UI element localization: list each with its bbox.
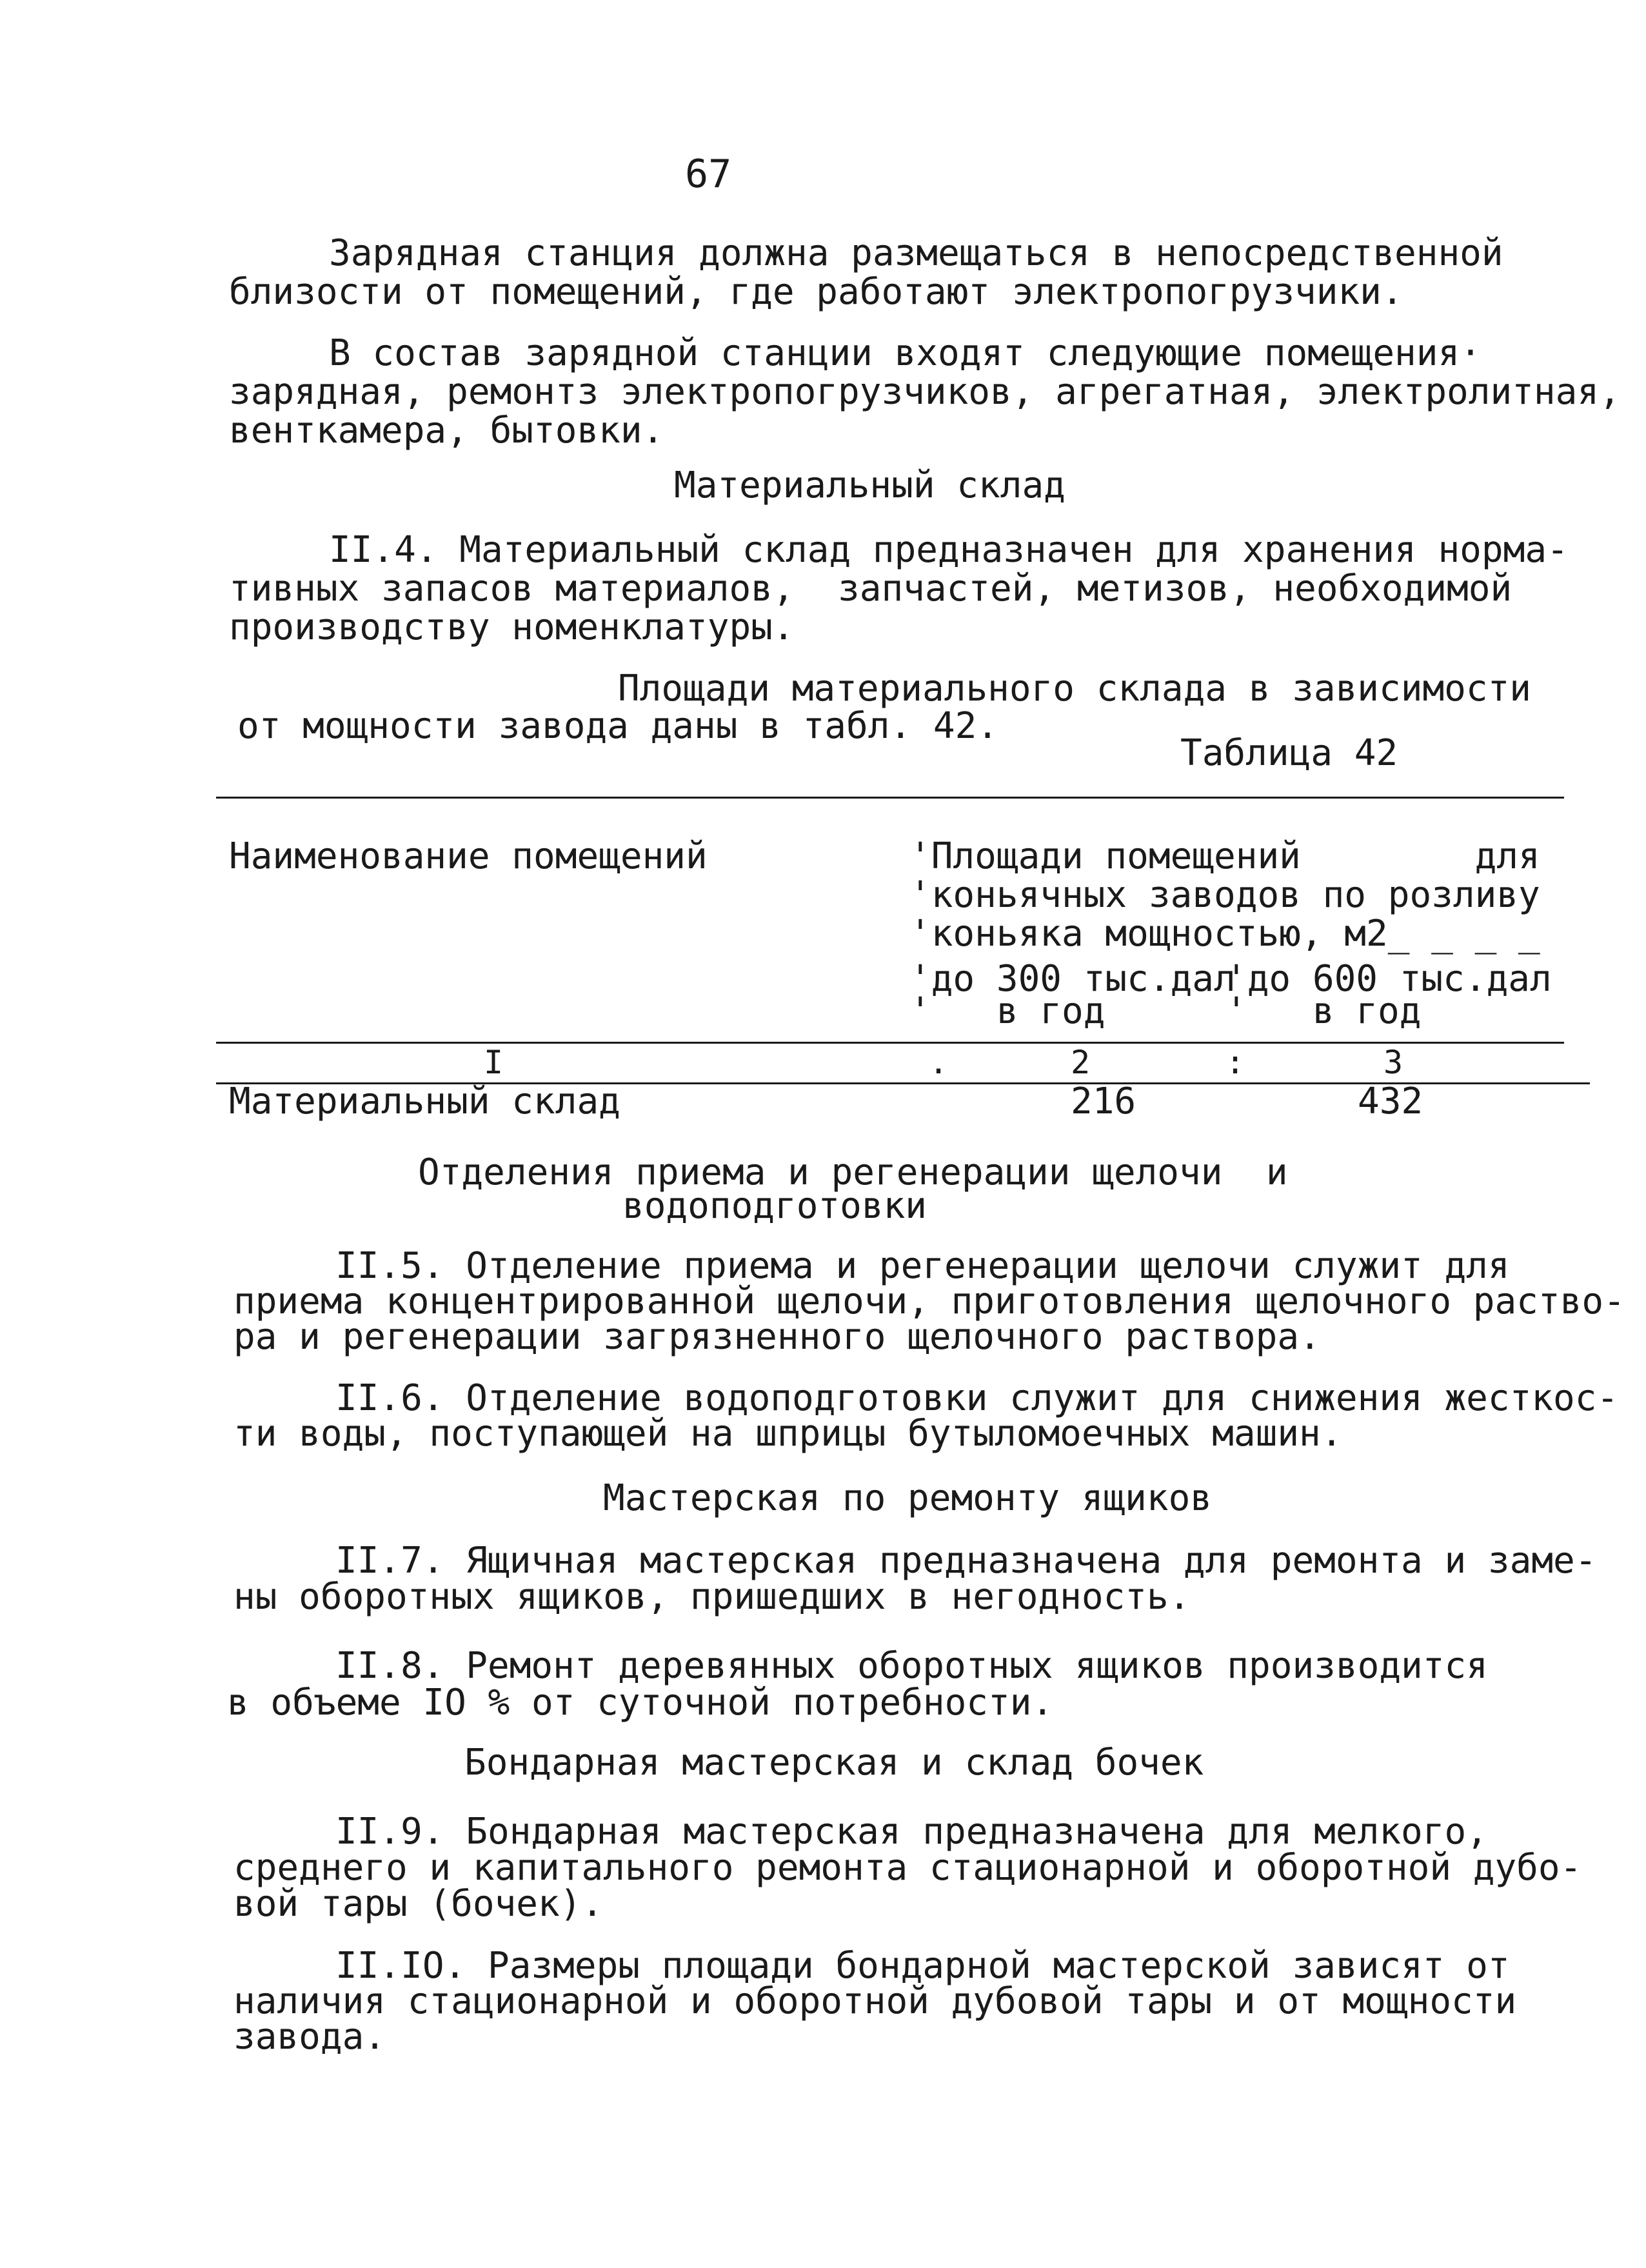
text-line: приема концентрированной щелочи, приготовления щелочного раство- (233, 1280, 1625, 1322)
table-caption: Таблица 42 (1180, 732, 1398, 774)
text-line: от мощности завода даны в табл. 42. (237, 705, 999, 747)
text-line: в объеме IO % от суточной потребности. (227, 1682, 1054, 1724)
table-col1-header: Наименование помещений (229, 835, 708, 877)
table-col-number-2: 2 (1071, 1044, 1091, 1081)
table-group-header-line: 'коньяка мощностью, м2_ _ _ _ (909, 913, 1540, 955)
table-header-rule (216, 1042, 1564, 1044)
text-line: тивных запасов материалов, запчастей, метизов, необходимой (229, 568, 1512, 610)
table-col-separator: : (1225, 1044, 1245, 1081)
table-col-number-3: 3 (1383, 1044, 1403, 1081)
text-line: В состав зарядной станции входят следующие помещения· (329, 332, 1482, 374)
text-line: завода. (233, 2016, 386, 2058)
section-heading-material-warehouse: Материальный склад (674, 464, 1066, 506)
text-line: производству номенклатуры. (229, 606, 795, 648)
table-subheader-col3: ' в год (1225, 990, 1422, 1032)
text-line: ра и регенерации загрязненного щелочного раствора. (233, 1316, 1321, 1358)
text-line: II.6. Отделение водоподготовки служит для снижения жесткос- (335, 1377, 1619, 1419)
table-top-rule (216, 797, 1564, 799)
table-row-value-2: 432 (1358, 1080, 1423, 1122)
text-line: среднего и капитального ремонта стационарной и оборотной дубо- (233, 1847, 1582, 1889)
text-line: II.7. Ящичная мастерская предназначена для ремонта и заме- (335, 1540, 1597, 1582)
section-heading-cooperage: Бондарная мастерская и склад бочек (464, 1742, 1204, 1784)
text-line: II.9. Бондарная мастерская предназначена для мелкого, (335, 1811, 1488, 1853)
table-subheader-col2: ' в год (909, 990, 1106, 1032)
heading-line: водоподготовки (622, 1185, 927, 1227)
table-subheader-col3: 'до 600 тыс.дал (1225, 958, 1552, 1000)
text-line: вой тары (бочек). (233, 1883, 604, 1925)
text-line: Зарядная станция должна размещаться в непосредственной (329, 232, 1503, 274)
text-line: II.IO. Размеры площади бондарной мастерской зависят от (335, 1945, 1510, 1987)
table-row-value-1: 216 (1071, 1080, 1136, 1122)
page-number: 67 (685, 152, 732, 197)
text-line: ти воды, поступающей на шприцы бутыломоечных машин. (233, 1413, 1343, 1455)
text-line: ны оборотных ящиков, пришедших в негодность. (233, 1576, 1191, 1618)
heading-line: Отделения приема и регенерации щелочи и (418, 1151, 1288, 1193)
table-row-name: Материальный склад (229, 1080, 620, 1122)
text-line: близости от помещений, где работают электропогрузчики. (229, 271, 1403, 313)
text-line: II.5. Отделение приема и регенерации щелочи служит для (335, 1245, 1510, 1287)
table-col-separator: . (929, 1044, 949, 1081)
section-heading-box-workshop: Мастерская по ремонту ящиков (603, 1477, 1213, 1519)
text-line: наличия стационарной и оборотной дубовой тары и от мощности (233, 1980, 1517, 2022)
text-line: II.4. Материальный склад предназначен для хранения норма- (329, 529, 1569, 571)
table-group-header-line: 'Площади помещений для (909, 835, 1540, 877)
text-line: зарядная, ремонтз электропогрузчиков, агрегатная, электролитная, (229, 371, 1621, 413)
text-line: II.8. Ремонт деревянных оборотных ящиков производится (335, 1645, 1488, 1687)
text-line: венткамера, бытовки. (229, 410, 664, 452)
table-subheader-col2: 'до 300 тыс.дал (909, 958, 1236, 1000)
table-col-number-1: I (484, 1044, 504, 1081)
table-group-header-line: 'коньячных заводов по розливу (909, 874, 1540, 916)
text-line: Площади материального склада в зависимости (618, 668, 1532, 710)
